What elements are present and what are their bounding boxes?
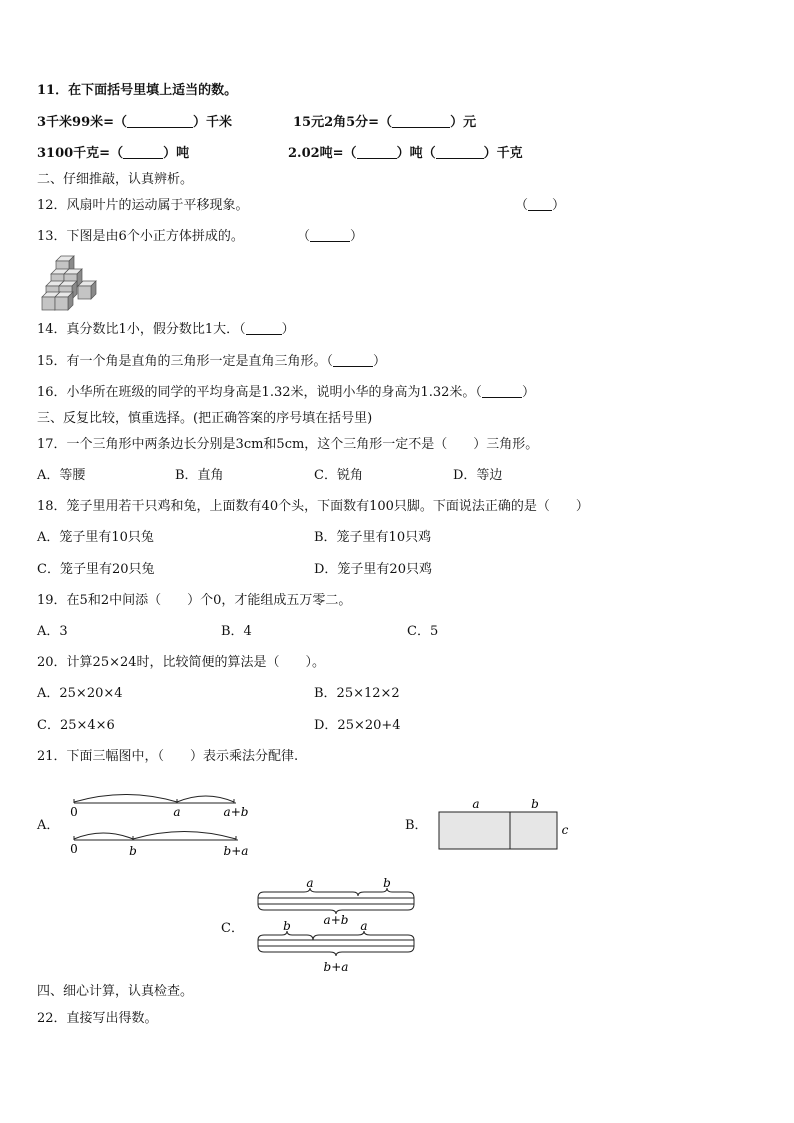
q21-option-c-label[interactable]: C．: [221, 921, 244, 936]
q18-stem: 18．笼子里用若干只鸡和兔，上面数有40个头，下面数有100只脚。下面说法正确的是（ ）: [37, 499, 589, 514]
q21-figure-b: [436, 796, 576, 854]
q12-stem: 12．风扇叶片的运动属于平移现象。: [37, 198, 249, 213]
q20-stem: 20．计算25×24时，比较简便的算法是（ ）。: [37, 655, 326, 670]
q11-item-3: 3100千克=（ ）吨: [37, 146, 190, 161]
q19-option-b[interactable]: B．4: [221, 624, 252, 639]
section-3-heading: 三、反复比较，慎重选择。(把正确答案的序号填在括号里): [37, 411, 373, 426]
fig-b-label-a: a: [472, 797, 480, 811]
q11-stem: 11．在下面括号里填上适当的数。: [37, 83, 238, 98]
fig-c-bottom-a: a: [360, 919, 368, 933]
answer-blank[interactable]: [482, 385, 522, 398]
q11-item-2: 15元2角5分=（ ）元: [293, 115, 477, 130]
fig-a-label-a-plus-b: a+b: [223, 805, 249, 819]
q20-option-b[interactable]: B．25×12×2: [314, 686, 400, 701]
q20-option-c[interactable]: C．25×4×6: [37, 718, 115, 733]
q21-option-b-label[interactable]: B．: [405, 818, 428, 833]
q21-option-a-label[interactable]: A．: [37, 818, 60, 833]
q22-stem: 22．直接写出得数。: [37, 1011, 158, 1026]
section-4-heading: 四、细心计算，认真检查。: [37, 984, 194, 999]
fig-c-label-b-plus-a: b+a: [323, 960, 349, 974]
answer-blank[interactable]: [436, 146, 484, 159]
answer-blank[interactable]: [127, 115, 193, 128]
fig-c-label-a-plus-b: a+b: [323, 913, 349, 927]
q17-option-a[interactable]: A．等腰: [37, 468, 86, 483]
fig-c-bottom-b: b: [283, 919, 291, 933]
answer-blank[interactable]: [333, 354, 373, 367]
q18-option-c[interactable]: C．笼子里有20只兔: [37, 562, 155, 577]
q17-option-b[interactable]: B．直角: [175, 468, 224, 483]
q19-option-a[interactable]: A．3: [37, 624, 68, 639]
fig-a-zero-top: 0: [70, 805, 78, 819]
answer-blank[interactable]: [123, 146, 163, 159]
q21-figure-a: [66, 786, 266, 862]
q13-cube-figure: [40, 254, 102, 312]
q12-answer[interactable]: （ ）: [515, 198, 566, 213]
q19-option-c[interactable]: C．5: [407, 624, 439, 639]
q14-stem: 14．真分数比1小，假分数比1大．（ ）: [37, 322, 295, 337]
section-2-heading: 二、仔细推敲，认真辨析。: [37, 172, 194, 187]
q20-option-d[interactable]: D．25×20+4: [314, 718, 401, 733]
q17-option-d[interactable]: D．等边: [453, 468, 503, 483]
fig-b-label-c: c: [561, 823, 569, 837]
q17-option-c[interactable]: C．锐角: [314, 468, 363, 483]
q17-stem: 17．一个三角形中两条边长分别是3cm和5cm，这个三角形一定不是（ ）三角形。: [37, 437, 539, 452]
q21-stem: 21．下面三幅图中，（ ）表示乘法分配律.: [37, 749, 299, 764]
q11-item-4: 2.02吨=（ ）吨（ ）千克: [288, 146, 523, 161]
q20-option-a[interactable]: A．25×20×4: [37, 686, 123, 701]
q18-option-a[interactable]: A．笼子里有10只兔: [37, 530, 154, 545]
fig-a-label-b-plus-a: b+a: [223, 844, 249, 858]
answer-blank[interactable]: [392, 115, 450, 128]
fig-a-label-b: b: [129, 844, 137, 858]
fig-b-label-b: b: [531, 797, 539, 811]
fig-a-label-a: a: [173, 805, 181, 819]
q13-answer[interactable]: （ ）: [297, 229, 364, 244]
q21-figure-c: [250, 878, 422, 976]
answer-blank[interactable]: [246, 322, 282, 335]
q16-stem: 16．小华所在班级的同学的平均身高是1.32米，说明小华的身高为1.32米。（ ）: [37, 385, 535, 400]
q15-stem: 15．有一个角是直角的三角形一定是直角三角形。（ ）: [37, 354, 387, 369]
fig-a-zero-bottom: 0: [70, 842, 78, 856]
q11-item-1: 3千米99米=（ ）千米: [37, 115, 233, 130]
fig-c-top-a: a: [306, 878, 314, 890]
fig-c-top-b: b: [383, 878, 391, 890]
q18-option-b[interactable]: B．笼子里有10只鸡: [314, 530, 432, 545]
q13-stem: 13．下图是由6个小正方体拼成的。: [37, 229, 244, 244]
q19-stem: 19．在5和2中间添（ ）个0，才能组成五万零二。: [37, 593, 352, 608]
q18-option-d[interactable]: D．笼子里有20只鸡: [314, 562, 432, 577]
answer-blank[interactable]: [357, 146, 397, 159]
